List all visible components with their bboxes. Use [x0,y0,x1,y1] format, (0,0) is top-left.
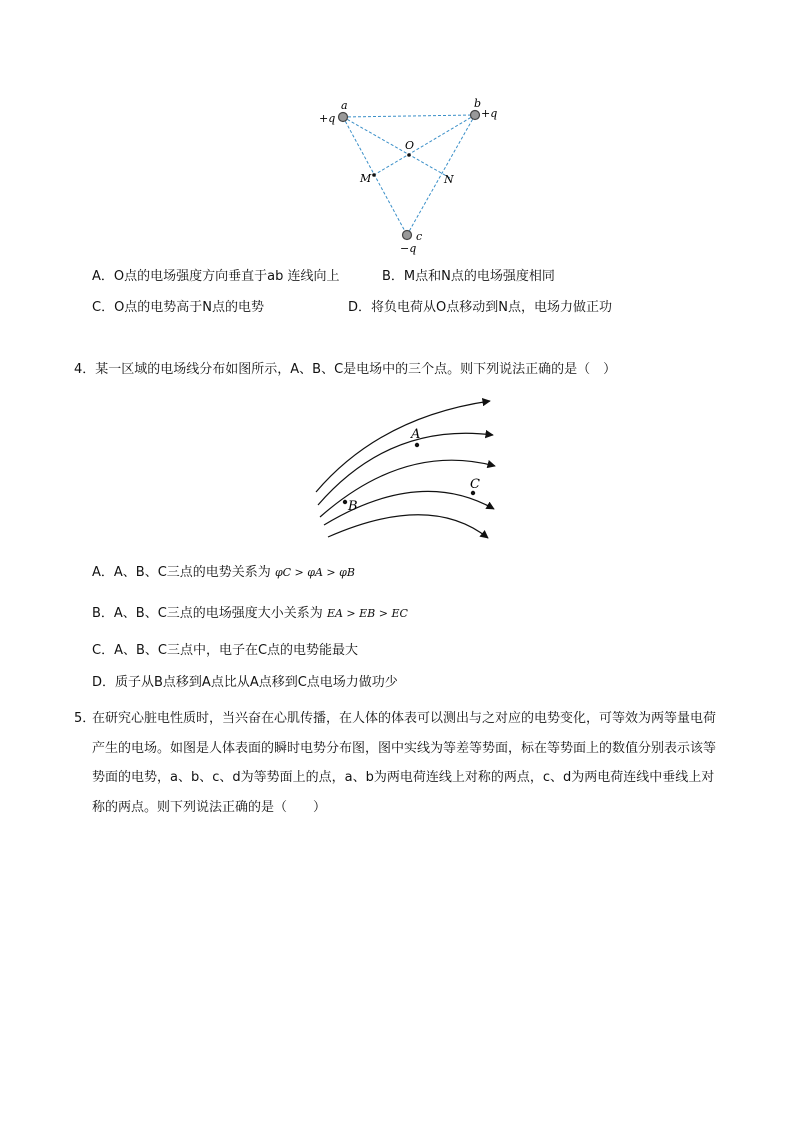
q4-option-d: D．质子从B点移到A点比从A点移到C点电场力做功少 [92,675,398,690]
line-a-to-N [343,117,450,178]
q4-option-b-text: B．A、B、C三点的电场强度大小关系为 [92,606,323,621]
label-M: M [360,172,372,185]
label-minus-q: −q [400,242,417,255]
label-B: B [348,499,358,514]
q4-option-c: C．A、B、C三点中，电子在C点的电势能最大 [92,643,359,658]
q3-option-a: A．O点的电场强度方向垂直于ab 连线向上 [92,269,340,284]
q4-option-a-text: A．A、B、C三点的电势关系为 [92,565,271,580]
label-a: a [341,99,348,112]
line-ab [343,115,475,117]
q5-paragraph [74,704,722,822]
q4-option-a-formula: φC > φA > φB [274,566,355,579]
q3-option-c: C．O点的电势高于N点的电势 [92,300,265,315]
field-lines-figure [310,392,510,547]
label-c: c [416,230,423,243]
point-M [372,173,376,177]
q4-option-a [92,563,355,583]
line-b-to-M [374,115,475,175]
field-line-1 [316,401,490,492]
charge-c [403,231,412,240]
line-bc [407,115,475,235]
q4-stem [74,360,616,380]
label-b: b [474,97,482,110]
point-B [343,500,347,504]
q4-option-b [92,604,408,624]
charge-a [339,113,348,122]
point-A [415,443,419,447]
field-line-5 [328,515,488,538]
q4-stem-text: 某一区域的电场线分布如图所示，A、B、C是电场中的三个点。则下列说法正确的是（ ） [95,362,617,377]
label-C: C [470,477,480,492]
label-plus-q-a: +q [319,112,336,125]
field-line-3 [320,460,495,517]
point-O [407,153,411,157]
label-O: O [405,139,415,152]
q5-text: 在研究心脏电性质时，当兴奋在心肌传播，在人体的体表可以测出与之对应的电势变化，可等效为两等量电荷产生的电场。如图是人体表面的瞬时电势分布图，图中实线为等差等势面，标在等势面上的数值分别表示该等势面的电势，a、b、c、d为等势面上的点，a、b为两电荷连线上对称的两点，c、d为两电荷连线中垂线上对称的两点。则下列说法正确的是（ ） [92,711,717,815]
label-A: A [411,427,421,442]
charge-b [471,111,480,120]
label-plus-q-b: +q [481,107,498,120]
q3-option-b: B．M点和N点的电场强度相同 [382,269,555,284]
charge-triangle-figure [310,95,510,255]
q4-number: 4． [74,362,96,377]
q3-option-d: D．将负电荷从O点移动到N点，电场力做正功 [348,300,612,315]
label-N: N [444,173,454,186]
field-line-2 [318,433,493,505]
q5-number: 5． [74,711,96,726]
q4-option-b-formula: EA > EB > EC [326,607,408,620]
